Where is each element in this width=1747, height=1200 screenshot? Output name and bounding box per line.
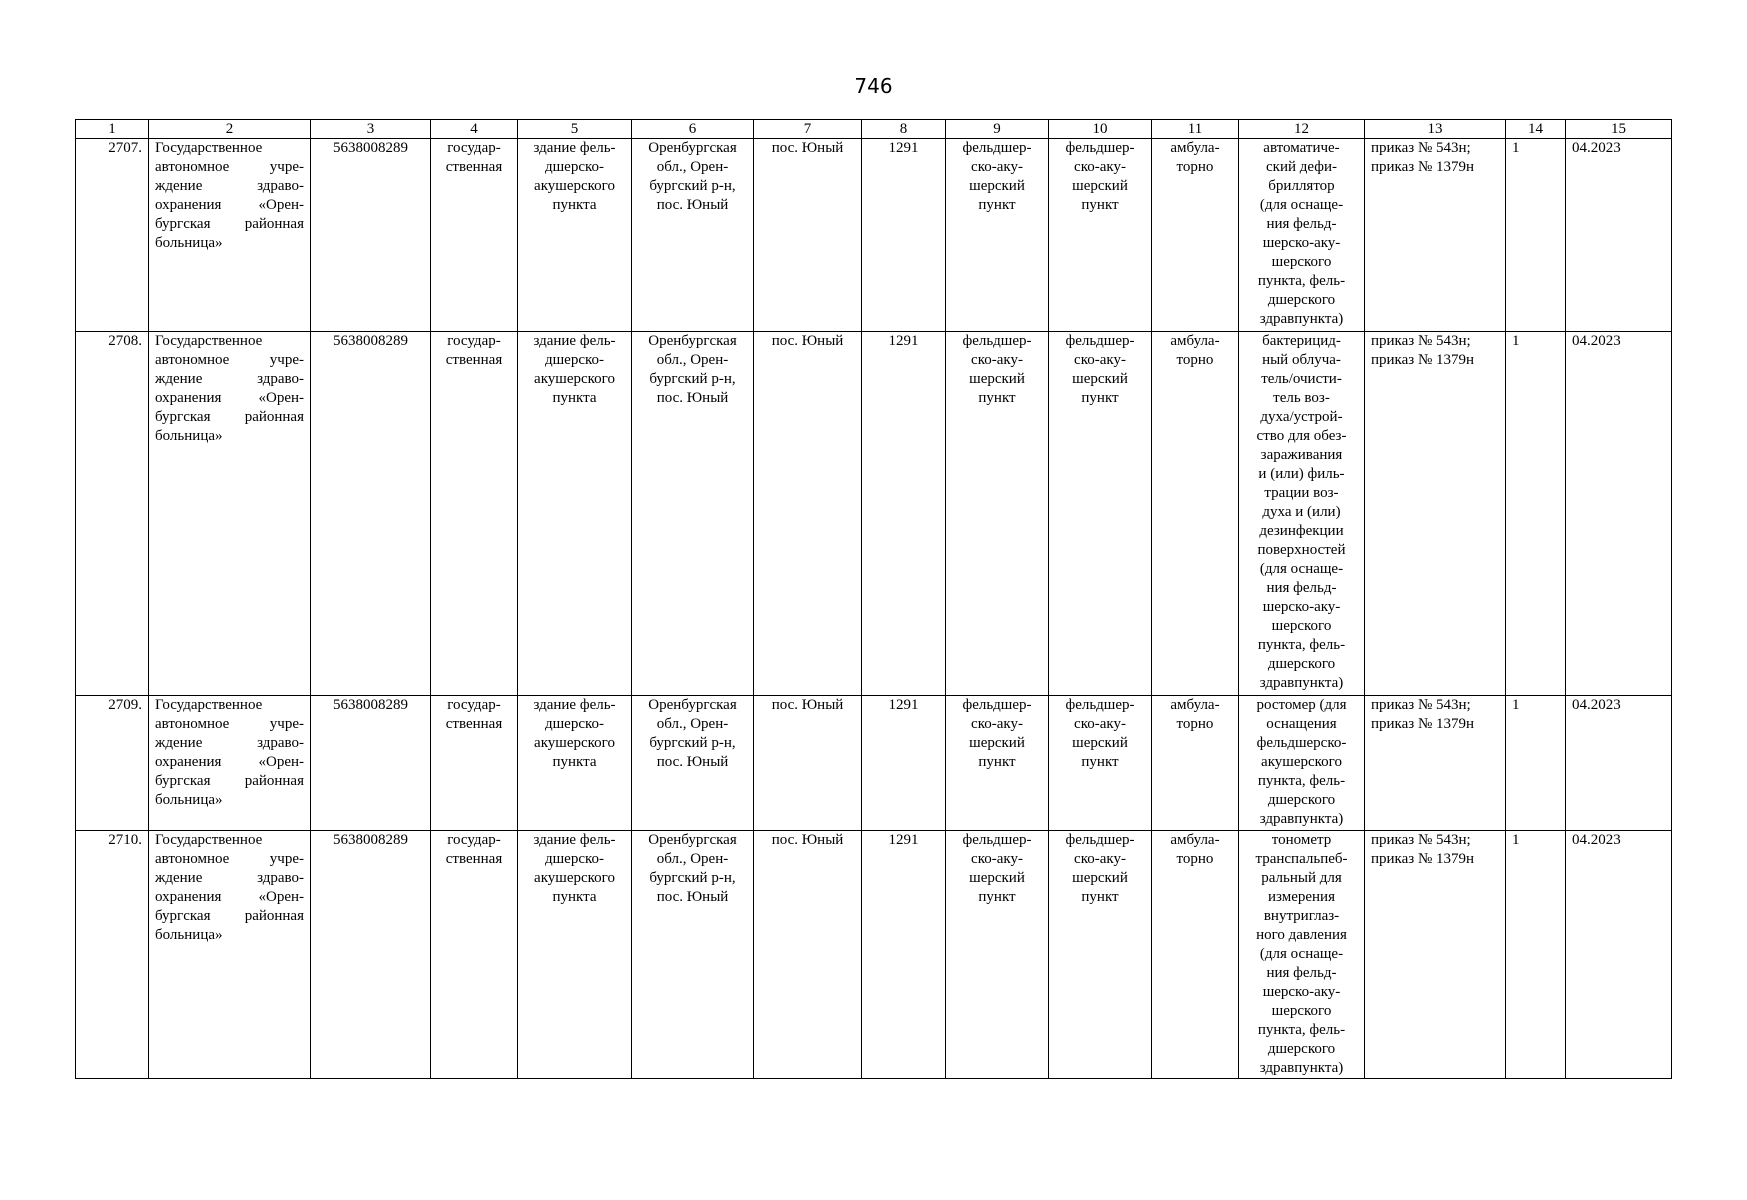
column-header: 11 bbox=[1152, 120, 1239, 139]
care-conditions: амбула- торно bbox=[1152, 332, 1239, 696]
column-header: 2 bbox=[149, 120, 311, 139]
column-header: 14 bbox=[1506, 120, 1566, 139]
code: 1291 bbox=[862, 831, 946, 1079]
ownership: государ- ственная bbox=[431, 139, 518, 332]
column-header: 8 bbox=[862, 120, 946, 139]
column-header: 6 bbox=[632, 120, 754, 139]
inn: 5638008289 bbox=[311, 332, 431, 696]
subdivision: фельдшер- ско-аку- шерский пункт bbox=[1049, 831, 1152, 1079]
address: Оренбургская обл., Орен- бургский р-н, пос. Юный bbox=[632, 696, 754, 831]
building: здание фель- дшерско- акушерского пункта bbox=[518, 139, 632, 332]
building: здание фель- дшерско- акушерского пункта bbox=[518, 831, 632, 1079]
ownership: государ- ственная bbox=[431, 831, 518, 1079]
ownership: государ- ственная bbox=[431, 696, 518, 831]
date: 04.2023 bbox=[1566, 831, 1672, 1079]
address: Оренбургская обл., Орен- бургский р-н, пос. Юный bbox=[632, 831, 754, 1079]
organization-name: Государственное автономное учре-ждение здраво-охранения «Орен-бургская районная больница» bbox=[149, 139, 311, 332]
locality: пос. Юный bbox=[754, 332, 862, 696]
organization-name: Государственное автономное учре-ждение здраво-охранения «Орен-бургская районная больница» bbox=[149, 696, 311, 831]
facility-type: фельдшер- ско-аку- шерский пункт bbox=[946, 139, 1049, 332]
subdivision: фельдшер- ско-аку- шерский пункт bbox=[1049, 696, 1152, 831]
care-conditions: амбула- торно bbox=[1152, 139, 1239, 332]
address: Оренбургская обл., Орен- бургский р-н, пос. Юный bbox=[632, 139, 754, 332]
column-header: 15 bbox=[1566, 120, 1672, 139]
locality: пос. Юный bbox=[754, 831, 862, 1079]
care-conditions: амбула- торно bbox=[1152, 696, 1239, 831]
table-header-row bbox=[76, 120, 1672, 139]
column-header: 3 bbox=[311, 120, 431, 139]
table-row bbox=[76, 332, 1672, 696]
address: Оренбургская обл., Орен- бургский р-н, пос. Юный bbox=[632, 332, 754, 696]
quantity: 1 bbox=[1506, 332, 1566, 696]
subdivision: фельдшер- ско-аку- шерский пункт bbox=[1049, 332, 1152, 696]
order-reference: приказ № 543н; приказ № 1379н bbox=[1365, 831, 1506, 1079]
equipment-table bbox=[75, 119, 1672, 1079]
order-reference: приказ № 543н; приказ № 1379н bbox=[1365, 696, 1506, 831]
column-header: 10 bbox=[1049, 120, 1152, 139]
organization-name: Государственное автономное учре-ждение здраво-охранения «Орен-бургская районная больница» bbox=[149, 332, 311, 696]
column-header: 4 bbox=[431, 120, 518, 139]
building: здание фель- дшерско- акушерского пункта bbox=[518, 332, 632, 696]
order-reference: приказ № 543н; приказ № 1379н bbox=[1365, 332, 1506, 696]
date: 04.2023 bbox=[1566, 696, 1672, 831]
column-header: 5 bbox=[518, 120, 632, 139]
equipment: бактерицид- ный облуча- тель/очисти- тель воз- духа/устрой- ство для обез- зараживания и (или) филь- трации воз- духа и (или) дезинфекции поверхностей (для оснаще- ния фельд- шерско-аку- шерского пункта, фель- дшерского здравпункта) bbox=[1239, 332, 1365, 696]
date: 04.2023 bbox=[1566, 139, 1672, 332]
care-conditions: амбула- торно bbox=[1152, 831, 1239, 1079]
column-header: 1 bbox=[76, 120, 149, 139]
date: 04.2023 bbox=[1566, 332, 1672, 696]
row-number: 2710. bbox=[76, 831, 149, 1079]
facility-type: фельдшер- ско-аку- шерский пункт bbox=[946, 696, 1049, 831]
inn: 5638008289 bbox=[311, 831, 431, 1079]
quantity: 1 bbox=[1506, 696, 1566, 831]
column-header: 13 bbox=[1365, 120, 1506, 139]
inn: 5638008289 bbox=[311, 139, 431, 332]
locality: пос. Юный bbox=[754, 139, 862, 332]
order-reference: приказ № 543н; приказ № 1379н bbox=[1365, 139, 1506, 332]
table-row bbox=[76, 139, 1672, 332]
row-number: 2709. bbox=[76, 696, 149, 831]
table-row bbox=[76, 696, 1672, 831]
facility-type: фельдшер- ско-аку- шерский пункт bbox=[946, 831, 1049, 1079]
row-number: 2707. bbox=[76, 139, 149, 332]
column-header: 9 bbox=[946, 120, 1049, 139]
quantity: 1 bbox=[1506, 139, 1566, 332]
equipment: ростомер (для оснащения фельдшерско- акушерского пункта, фель- дшерского здравпункта) bbox=[1239, 696, 1365, 831]
equipment: автоматиче- ский дефи- бриллятор (для оснаще- ния фельд- шерско-аку- шерского пункта, фель- дшерского здравпункта) bbox=[1239, 139, 1365, 332]
organization-name: Государственное автономное учре-ждение здраво-охранения «Орен-бургская районная больница» bbox=[149, 831, 311, 1079]
equipment: тонометр транспальпеб- ральный для измерения внутриглаз- ного давления (для оснаще- ния фельд- шерско-аку- шерского пункта, фель- дшерского здравпункта) bbox=[1239, 831, 1365, 1079]
facility-type: фельдшер- ско-аку- шерский пункт bbox=[946, 332, 1049, 696]
inn: 5638008289 bbox=[311, 696, 431, 831]
code: 1291 bbox=[862, 696, 946, 831]
column-header: 7 bbox=[754, 120, 862, 139]
building: здание фель- дшерско- акушерского пункта bbox=[518, 696, 632, 831]
subdivision: фельдшер- ско-аку- шерский пункт bbox=[1049, 139, 1152, 332]
table-row bbox=[76, 831, 1672, 1079]
ownership: государ- ственная bbox=[431, 332, 518, 696]
column-header: 12 bbox=[1239, 120, 1365, 139]
quantity: 1 bbox=[1506, 831, 1566, 1079]
page-number: 746 bbox=[854, 74, 893, 98]
row-number: 2708. bbox=[76, 332, 149, 696]
code: 1291 bbox=[862, 332, 946, 696]
locality: пос. Юный bbox=[754, 696, 862, 831]
code: 1291 bbox=[862, 139, 946, 332]
